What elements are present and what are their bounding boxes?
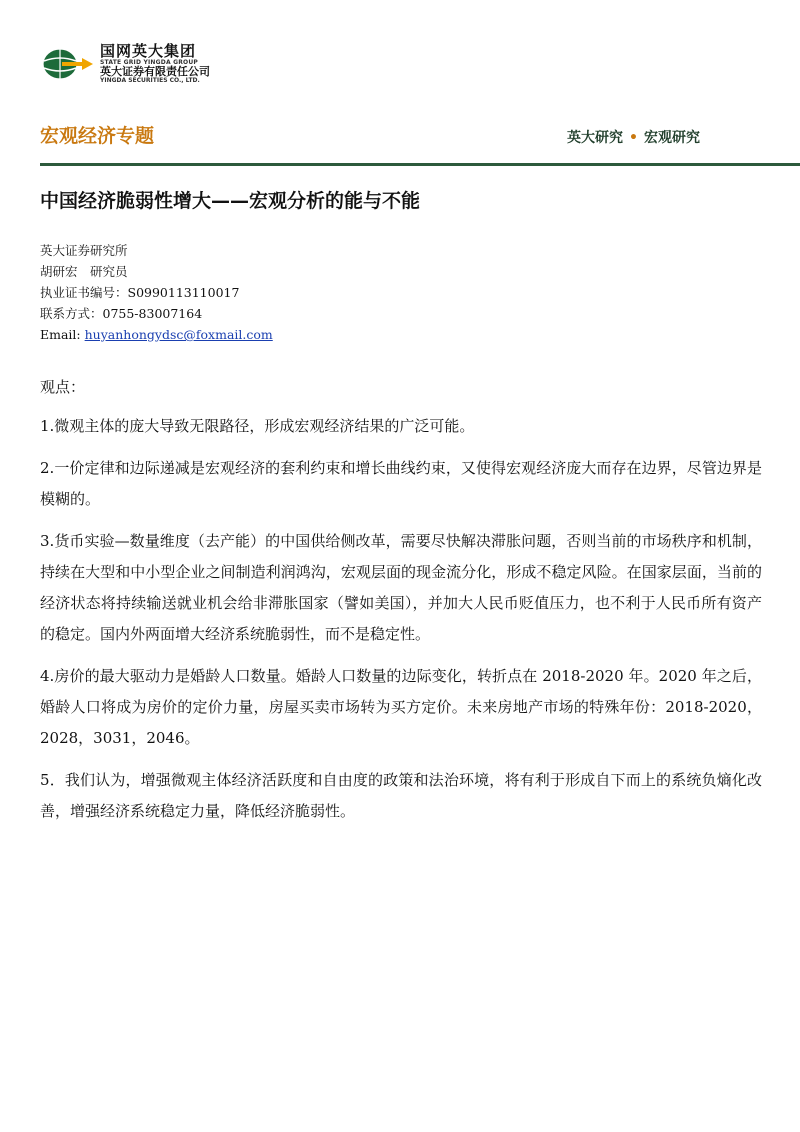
license-number: 执业证书编号：S0990113110017	[40, 285, 240, 300]
viewpoint-2: 2.一价定律和边际递减是宏观经济的套利约束和增长曲线约束，又使得宏观经济庞大而存在边界，尽管边界是模糊的。	[40, 459, 762, 508]
viewpoint-1: 1.微观主体的庞大导致无限路径，形成宏观经济结果的广泛可能。	[40, 417, 475, 435]
report-body	[40, 372, 762, 838]
viewpoint-3: 3.货币实验—数量维度（去产能）的中国供给侧改革，需要尽快解决滞胀问题，否则当前的市场秩序和机制，持续在大型和中小型企业之间制造利润鸿沟，宏观层面的现金流分化，形成不稳定风险。在国家层面，当前的经济状态将持续输送就业机会给非滞胀国家（譬如美国），并加大人民币贬值压力，也不利于人民币所有资产的稳定。国内外两面增大经济系统脆弱性，而不是稳定性。	[40, 532, 762, 643]
category-macro: 宏观研究	[644, 130, 700, 146]
logo-chinese-name: 国网英大集团	[100, 42, 197, 60]
author-info	[40, 240, 273, 345]
author: 胡研宏 研究员	[40, 264, 128, 279]
globe-arrow-logo-icon	[40, 47, 94, 81]
email-label: Email:	[40, 327, 85, 342]
email-line	[40, 324, 273, 345]
logo-english-name: STATE GRID YINGDA GROUP	[100, 58, 199, 66]
viewpoints-heading: 观点：	[40, 378, 86, 396]
report-title: 中国经济脆弱性增大——宏观分析的能与不能	[40, 190, 421, 212]
viewpoint-5: 5．我们认为，增强微观主体经济活跃度和自由度的政策和法治环境，将有利于形成自下而上的系统负熵化改善，增强经济系统稳定力量，降低经济脆弱性。	[40, 771, 762, 820]
company-logo	[40, 44, 210, 84]
section-title: 宏观经济专题	[40, 125, 155, 147]
separator-dot: •	[629, 130, 638, 146]
viewpoint-4: 4.房价的最大驱动力是婚龄人口数量。婚龄人口数量的边际变化，转折点在 2018-2020 年。2020 年之后，婚龄人口将成为房价的定价力量，房屋买卖市场转为买方定价。未来房地产市场的特殊年份：2018-2020，2028，3031，2046。	[40, 667, 762, 747]
logo-company-name: 英大证券有限责任公司	[100, 65, 210, 79]
section-category	[567, 127, 700, 147]
logo-company-english: YINGDA SECURITIES CO., LTD.	[100, 76, 200, 84]
institute: 英大证券研究所	[40, 243, 128, 258]
header-rule	[40, 163, 800, 166]
category-research: 英大研究	[567, 130, 624, 146]
email-link[interactable]: huyanhongydsc@foxmail.com	[84, 327, 273, 342]
phone: 联系方式：0755-83007164	[40, 306, 203, 321]
